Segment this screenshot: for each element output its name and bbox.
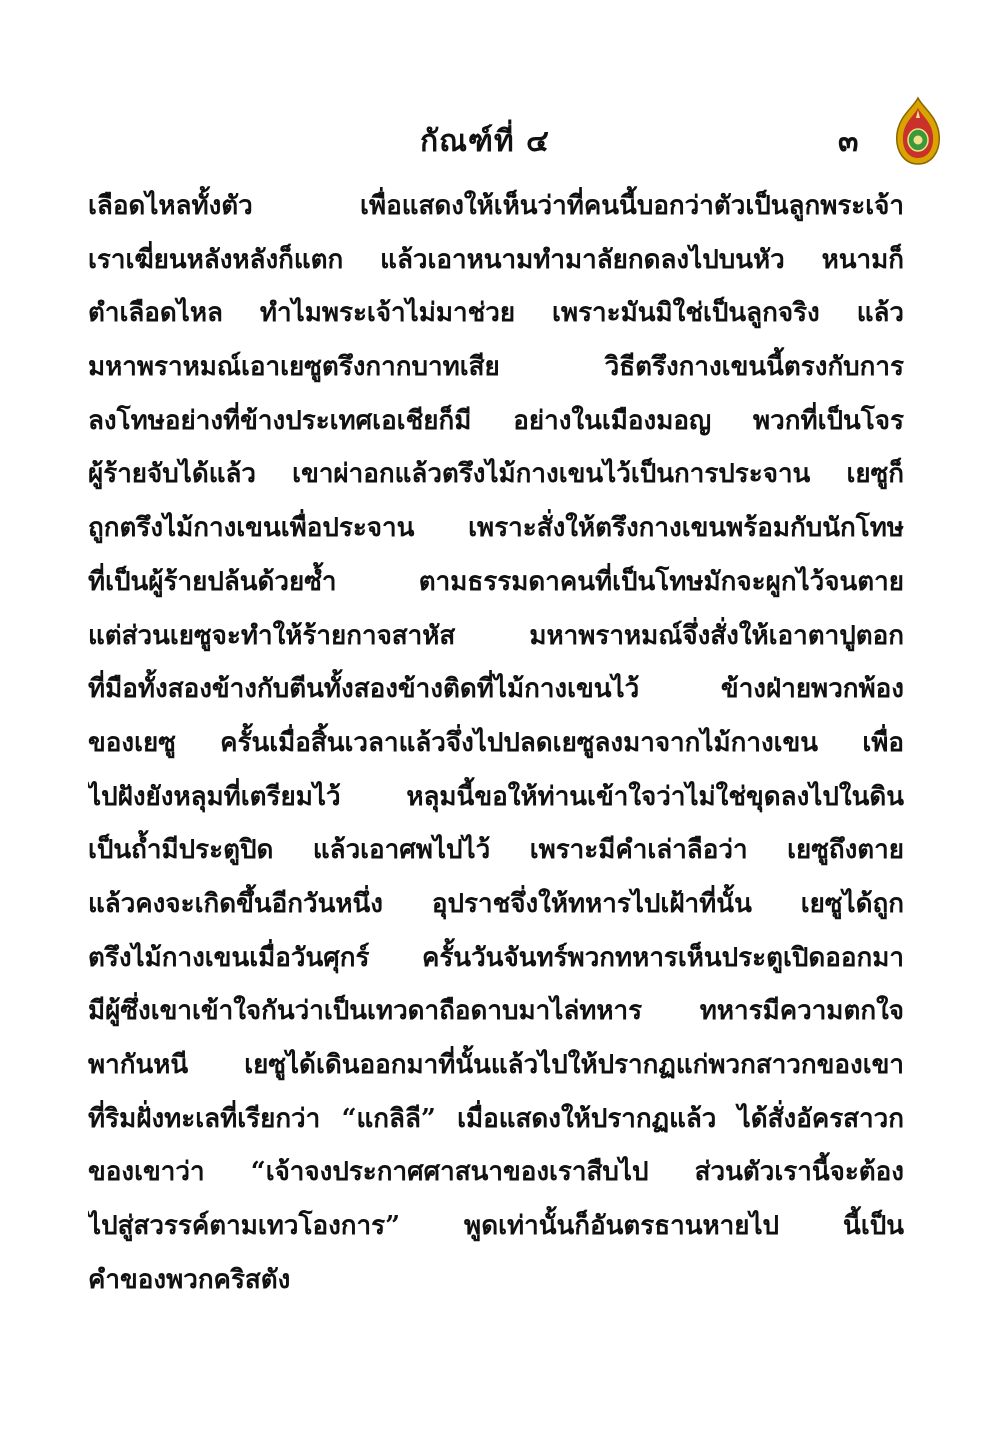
text-line: ของเยซู ครั้นเมื่อสิ้นเวลาแล้วจึ่งไปปลดเยซูลงมาจากไม้กางเขน เพื่อ	[88, 727, 904, 758]
text-line: ของเขาว่า “เจ้าจงประกาศศาสนาของเราสืบไป ส่วนตัวเรานี้จะต้อง	[88, 1157, 904, 1188]
text-line: เราเฆี่ยนหลังหลังก็แตก แล้วเอาหนามทำมาลัยกดลงไปบนหัว หนามก็	[88, 244, 904, 275]
text-line: ที่มือทั้งสองข้างกับตีนทั้งสองข้างติดที่ไม้กางเขนไว้ ข้างฝ่ายพวกพ้อง	[88, 674, 904, 705]
text-line: เป็นถ้ำมีประตูปิด แล้วเอาศพไปไว้ เพราะมีคำเล่าลือว่า เยซูถึงตาย	[88, 835, 904, 866]
text-line: ผู้ร้ายจับได้แล้ว เขาผ่าอกแล้วตรึงไม้กางเขนไว้เป็นการประจาน เยซูก็	[88, 459, 904, 490]
text-line: พากันหนี เยซูได้เดินออกมาที่นั้นแล้วไปให้ปรากฏแก่พวกสาวกของเขา	[88, 1050, 904, 1080]
chapter-title: กัณฑ์ที่ ๔	[420, 124, 550, 159]
text-line: ถูกตรึงไม้กางเขนเพื่อประจาน เพราะสั่งให้ตรึงกางเขนพร้อมกับนักโทษ	[88, 513, 904, 544]
text-line: ไปสู่สวรรค์ตามเทวโองการ” พูดเท่านั้นก็อันตรธานหายไป นี้เป็น	[88, 1211, 904, 1242]
text-line: คำของพวกคริสตัง	[88, 1264, 291, 1295]
page-header	[0, 118, 990, 168]
body-text	[88, 180, 904, 1307]
royal-emblem-icon	[893, 96, 943, 166]
text-line: แต่ส่วนเยซูจะทำให้ร้ายกาจสาหัส มหาพราหมณ์จึ่งสั่งให้เอาตาปูตอก	[88, 620, 904, 651]
text-line: มหาพราหมณ์เอาเยซูตรึงกากบาทเสีย วิธีตรึงกางเขนนี้ตรงกับการ	[88, 352, 904, 383]
text-line: ตำเลือดไหล ทำไมพระเจ้าไม่มาช่วย เพราะมันมิใช่เป็นลูกจริง แล้ว	[88, 298, 904, 329]
text-line: ที่เป็นผู้ร้ายปล้นด้วยซ้ำ ตามธรรมดาคนที่เป็นโทษมักจะผูกไว้จนตาย	[88, 566, 904, 597]
text-line: มีผู้ซึ่งเขาเข้าใจกันว่าเป็นเทวดาถือดาบมาไล่ทหาร ทหารมีความตกใจ	[88, 996, 904, 1027]
text-line: แล้วคงจะเกิดขึ้นอีกวันหนึ่ง อุปราชจึ่งให้ทหารไปเฝ้าที่นั้น เยซูได้ถูก	[88, 888, 904, 919]
page-number: ๓	[838, 124, 859, 159]
text-line: ลงโทษอย่างที่ข้างประเทศเอเชียก็มี อย่างในเมืองมอญ พวกที่เป็นโจร	[88, 405, 904, 436]
text-line: ตรึงไม้กางเขนเมื่อวันศุกร์ ครั้นวันจันทร์พวกทหารเห็นประตูเปิดออกมา	[88, 942, 904, 973]
text-line: ไปฝังยังหลุมที่เตรียมไว้ หลุมนี้ขอให้ท่านเข้าใจว่าไม่ใช่ขุดลงไปในดิน	[88, 781, 904, 812]
text-line: เลือดไหลทั้งตัว เพื่อแสดงให้เห็นว่าที่คนนี้บอกว่าตัวเป็นลูกพระเจ้า	[88, 191, 904, 221]
text-line: ที่ริมฝั่งทะเลที่เรียกว่า “แกลิลี” เมื่อแสดงให้ปรากฏแล้ว ได้สั่งอัครสาวก	[88, 1103, 904, 1134]
